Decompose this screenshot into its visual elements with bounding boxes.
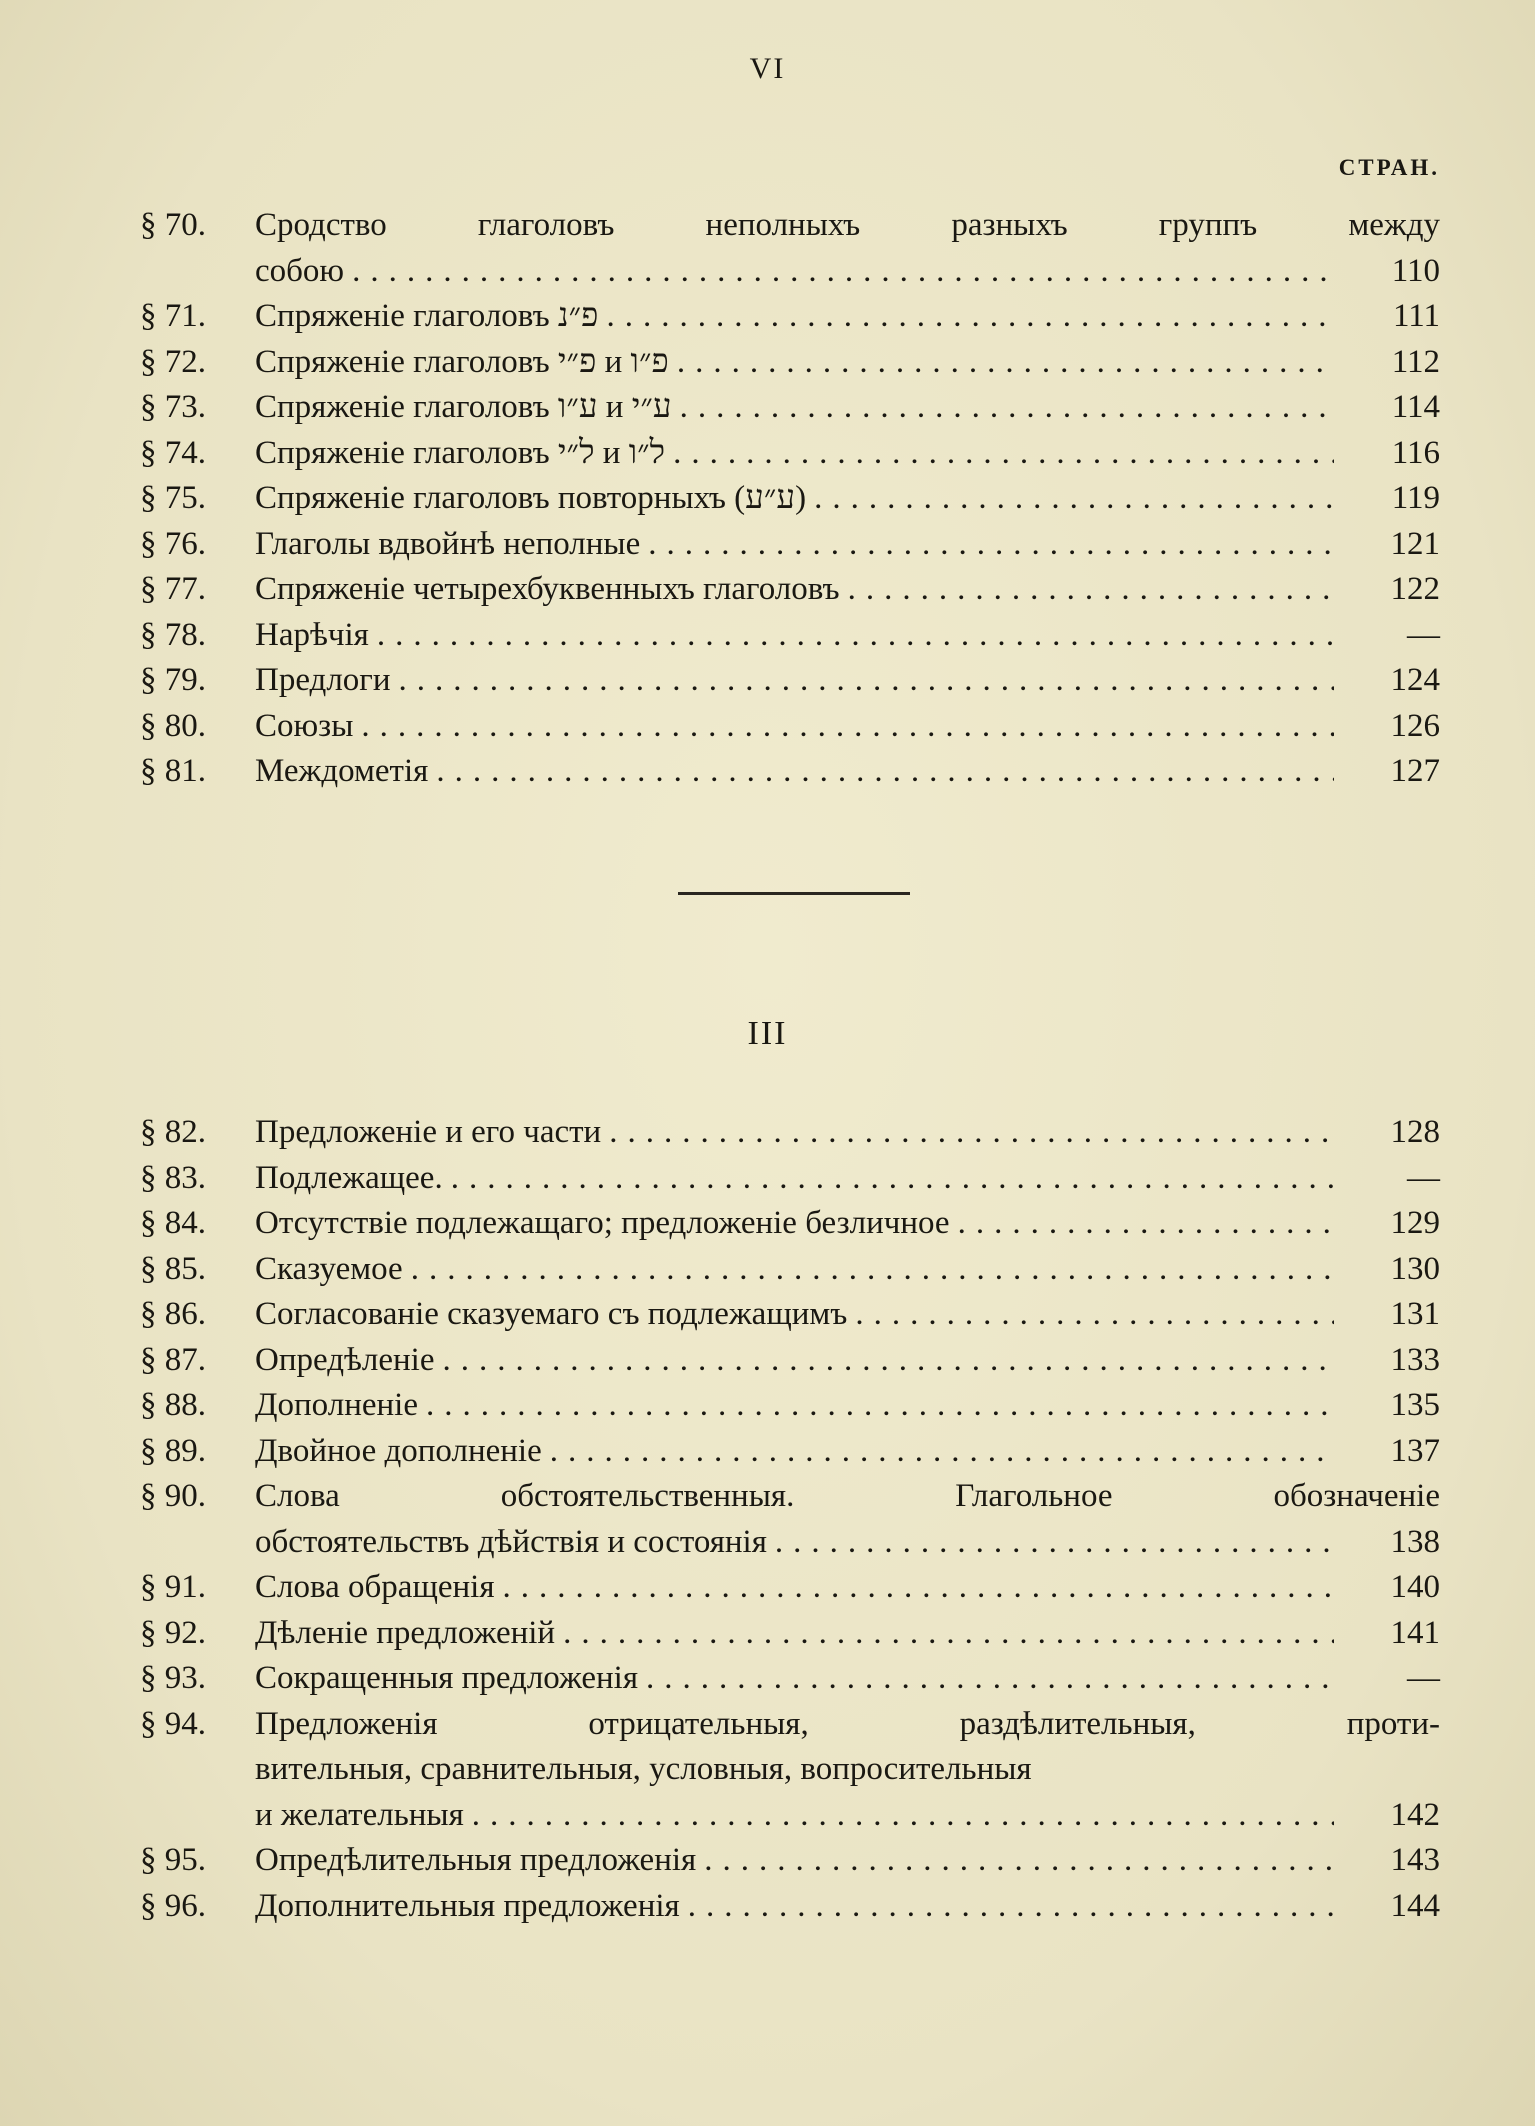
toc-entry (140, 1656, 1440, 1702)
section-number: § 82. (140, 1114, 206, 1150)
toc-entry (140, 1292, 1440, 1338)
toc-entry-line (140, 613, 1440, 659)
dot-leader (399, 658, 1335, 704)
toc-entry-line (140, 1656, 1440, 1702)
section-number: § 75. (140, 480, 206, 516)
page-reference: 138 (1390, 1523, 1440, 1560)
section-title: Подлежащее. (255, 1159, 443, 1196)
section-number: § 71. (140, 298, 206, 334)
dot-leader (451, 1156, 1334, 1202)
dot-leader (377, 613, 1334, 659)
toc-entry (140, 1474, 1440, 1565)
section-title: Сродство глаголовъ неполныхъ разныхъ группъ между (255, 207, 1440, 243)
toc-entry (140, 294, 1440, 340)
section-title: Предложенія отрицательныя, раздѣлительныя, проти- (255, 1705, 1440, 1742)
section-number: § 74. (140, 434, 206, 471)
toc-entry-line (140, 1201, 1440, 1247)
dot-leader (814, 476, 1334, 522)
page-reference: — (1407, 1159, 1440, 1196)
page-reference: 135 (1390, 1387, 1440, 1423)
toc-entry (140, 567, 1440, 613)
dot-leader (673, 431, 1334, 477)
dot-leader (680, 385, 1334, 431)
section-title: Дополненіе (255, 1387, 418, 1423)
page-reference: 114 (1391, 389, 1440, 425)
page-number: VI (749, 52, 786, 85)
section-number: § 93. (140, 1660, 206, 1696)
dot-leader (503, 1565, 1334, 1611)
page-reference: 124 (1390, 662, 1440, 698)
dot-leader (472, 1793, 1334, 1839)
dot-leader (646, 1656, 1334, 1702)
toc-entry-line (140, 1565, 1440, 1611)
toc-entry (140, 704, 1440, 750)
page-reference: — (1407, 1660, 1440, 1696)
dot-leader (411, 1247, 1334, 1293)
toc-entry-line (140, 431, 1440, 477)
section-title: Междометія (255, 753, 429, 789)
toc-entry-line (140, 704, 1440, 750)
page-reference: 143 (1390, 1842, 1440, 1878)
page-reference: 133 (1390, 1341, 1440, 1378)
toc-entry-line (140, 749, 1440, 795)
toc-entry (140, 658, 1440, 704)
page-reference: 122 (1390, 571, 1440, 607)
section-number: § 87. (140, 1341, 206, 1378)
toc-entry-line (140, 294, 1440, 340)
section-number: § 91. (140, 1569, 206, 1605)
page-reference: 131 (1390, 1296, 1440, 1332)
section-number: § 83. (140, 1159, 206, 1196)
page-reference: — (1407, 616, 1440, 653)
toc-entry (140, 1611, 1440, 1657)
section-number: § 77. (140, 571, 206, 607)
dot-leader (855, 1292, 1334, 1338)
toc-entry (140, 1383, 1440, 1429)
section-title: Спряженіе глаголовъ פ״י и פ״ו (255, 343, 669, 380)
section-divider (678, 892, 910, 895)
page-reference: 144 (1390, 1887, 1440, 1924)
section-title: Слова обращенія (255, 1569, 495, 1605)
page-reference: 142 (1390, 1796, 1440, 1833)
section-number: § 94. (140, 1705, 206, 1742)
page-column-header: СТРАН. (1338, 155, 1440, 180)
toc-entry (140, 476, 1440, 522)
toc-entry (140, 522, 1440, 568)
toc-entry (140, 1110, 1440, 1156)
section-title: Согласованіе сказуемаго съ подлежащимъ (255, 1296, 848, 1332)
table-of-contents-part-2 (140, 1110, 1440, 1929)
toc-entry (140, 1247, 1440, 1293)
section-number: § 73. (140, 389, 206, 425)
toc-entry-line (140, 1338, 1440, 1384)
toc-entry-line (140, 658, 1440, 704)
toc-entry-line (140, 1156, 1440, 1202)
dot-leader (361, 704, 1334, 750)
page-reference: 137 (1390, 1432, 1440, 1469)
toc-entry (140, 1201, 1440, 1247)
page-reference: 129 (1390, 1205, 1440, 1241)
section-number: § 96. (140, 1887, 206, 1924)
dot-leader (436, 749, 1334, 795)
toc-entry-line (140, 203, 1440, 249)
table-of-contents-part-1 (140, 203, 1440, 795)
dot-leader (648, 522, 1334, 568)
section-title: Глаголы вдвойнѣ неполные (255, 525, 641, 562)
toc-entry-line (140, 1292, 1440, 1338)
toc-entry (140, 1429, 1440, 1475)
toc-entry (140, 385, 1440, 431)
toc-entry (140, 1838, 1440, 1884)
section-title: Опредѣлительныя предложенія (255, 1842, 697, 1878)
toc-entry-line (140, 385, 1440, 431)
dot-leader (550, 1429, 1334, 1475)
dot-leader (848, 567, 1334, 613)
toc-entry-line (140, 1247, 1440, 1293)
dot-leader (677, 340, 1334, 386)
dot-leader (352, 249, 1334, 295)
section-number: § 89. (140, 1432, 206, 1469)
toc-entry-continuation-line (140, 1793, 1440, 1839)
section-title: Слова обстоятельственныя. Глагольное обозначеніе (255, 1478, 1440, 1514)
section-title: Двойное дополненіе (255, 1432, 542, 1469)
section-number: § 86. (140, 1296, 206, 1332)
section-number: § 80. (140, 707, 206, 744)
toc-entry (140, 431, 1440, 477)
toc-entry-line (140, 1884, 1440, 1930)
toc-entry-continuation-line (140, 1520, 1440, 1566)
toc-entry-line (140, 340, 1440, 386)
section-title: Сказуемое (255, 1250, 403, 1287)
section-number: § 79. (140, 662, 206, 698)
section-title: обстоятельствъ дѣйствія и состоянія (255, 1523, 767, 1560)
toc-entry-line (140, 567, 1440, 613)
section-title: Дополнительныя предложенія (255, 1887, 680, 1924)
toc-entry-continuation-line (140, 1747, 1440, 1793)
section-title: и желательныя (255, 1796, 464, 1833)
toc-entry-line (140, 476, 1440, 522)
toc-entry-line (140, 1429, 1440, 1475)
toc-entry (140, 203, 1440, 294)
toc-entry-line (140, 1838, 1440, 1884)
section-title: Опредѣленіе (255, 1341, 435, 1378)
section-number: § 92. (140, 1614, 206, 1651)
dot-leader (606, 294, 1334, 340)
page-reference: 111 (1392, 298, 1440, 334)
section-number: § 90. (140, 1478, 206, 1514)
dot-leader (775, 1520, 1334, 1566)
section-title: Сокращенныя предложенія (255, 1660, 638, 1696)
section-title: Предлоги (255, 662, 391, 698)
section-number: § 78. (140, 616, 206, 653)
section-title: Спряженіе глаголовъ פ״נ (255, 298, 599, 334)
toc-entry-line (140, 1702, 1440, 1748)
section-number: § 84. (140, 1205, 206, 1241)
toc-entry (140, 1338, 1440, 1384)
section-title: Предложеніе и его части (255, 1114, 602, 1150)
section-number: § 95. (140, 1842, 206, 1878)
section-number: § 81. (140, 753, 206, 789)
toc-entry (140, 1702, 1440, 1839)
section-title: Спряженіе глаголовъ повторныхъ (ע״ע) (255, 480, 807, 516)
page-reference: 119 (1391, 480, 1440, 516)
section-number: § 85. (140, 1250, 206, 1287)
toc-entry (140, 340, 1440, 386)
page-reference: 141 (1390, 1614, 1440, 1651)
page-reference: 121 (1390, 525, 1440, 562)
section-title: Спряженіе глаголовъ ע״ו и ע״י (255, 389, 672, 425)
section-title: Союзы (255, 707, 354, 744)
toc-entry-line (140, 1383, 1440, 1429)
section-title: собою (255, 252, 345, 289)
toc-entry (140, 749, 1440, 795)
page-reference: 130 (1390, 1250, 1440, 1287)
section-number: § 72. (140, 343, 206, 380)
dot-leader (704, 1838, 1334, 1884)
toc-entry (140, 1565, 1440, 1611)
section-title: вительныя, сравнительныя, условныя, вопросительныя (255, 1751, 1032, 1787)
toc-entry-continuation-line (140, 249, 1440, 295)
toc-entry-line (140, 1611, 1440, 1657)
page-reference: 116 (1391, 434, 1440, 471)
page-reference: 127 (1390, 753, 1440, 789)
dot-leader (426, 1383, 1334, 1429)
page-reference: 126 (1390, 707, 1440, 744)
section-title: Спряженіе глаголовъ ל״י и ל״ו (255, 434, 666, 471)
section-title: Нарѣчія (255, 616, 369, 653)
toc-entry (140, 613, 1440, 659)
section-number: § 70. (140, 207, 206, 243)
toc-entry-line (140, 1110, 1440, 1156)
toc-entry (140, 1156, 1440, 1202)
toc-entry-line (140, 522, 1440, 568)
dot-leader (609, 1110, 1334, 1156)
section-title: Отсутствіе подлежащаго; предложеніе безличное (255, 1205, 950, 1241)
page-reference: 110 (1391, 252, 1440, 289)
toc-entry (140, 1884, 1440, 1930)
toc-entry-line (140, 1474, 1440, 1520)
section-title: Спряженіе четырехбуквенныхъ глаголовъ (255, 571, 840, 607)
page-reference: 128 (1390, 1114, 1440, 1150)
page-reference: 140 (1390, 1569, 1440, 1605)
section-number: § 88. (140, 1387, 206, 1423)
section-title: Дѣленіе предложеній (255, 1614, 556, 1651)
dot-leader (563, 1611, 1334, 1657)
dot-leader (958, 1201, 1334, 1247)
page-reference: 112 (1391, 343, 1440, 380)
section-number: § 76. (140, 525, 206, 562)
section-heading: III (747, 1015, 788, 1052)
dot-leader (688, 1884, 1334, 1930)
dot-leader (443, 1338, 1334, 1384)
